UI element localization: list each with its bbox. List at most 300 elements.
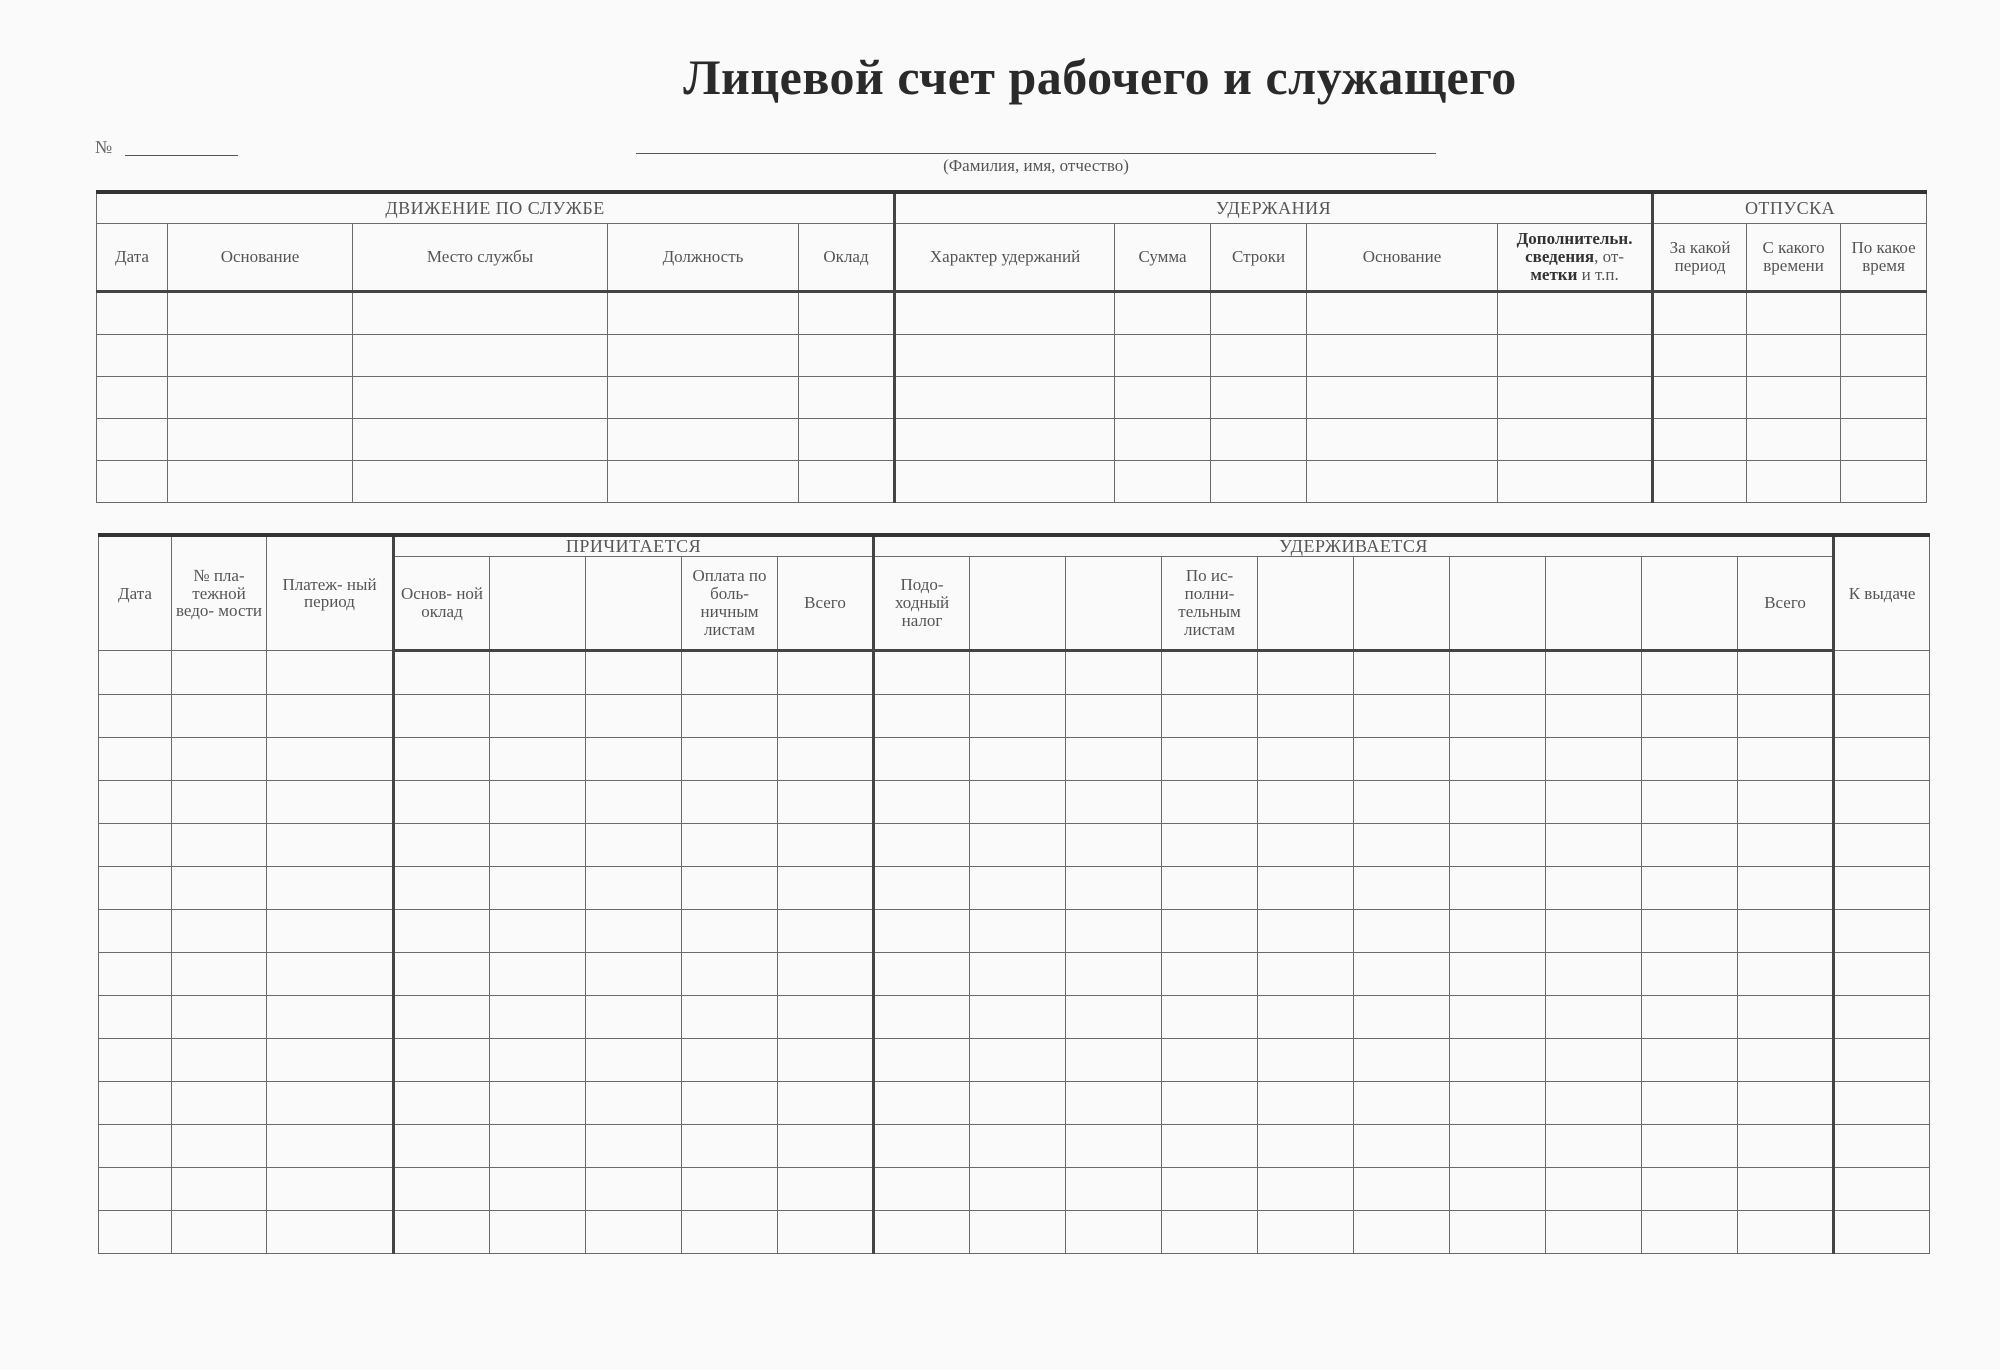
- form-cell[interactable]: [586, 1124, 682, 1167]
- form-cell[interactable]: [1450, 952, 1546, 995]
- form-cell[interactable]: [1546, 823, 1642, 866]
- form-cell[interactable]: [1258, 694, 1354, 737]
- form-cell[interactable]: [1258, 1038, 1354, 1081]
- form-cell[interactable]: [895, 292, 1115, 335]
- form-cell[interactable]: [778, 694, 874, 737]
- form-cell[interactable]: [1211, 461, 1307, 503]
- form-cell[interactable]: [1354, 909, 1450, 952]
- form-cell[interactable]: [1738, 823, 1834, 866]
- form-cell[interactable]: [682, 823, 778, 866]
- form-cell[interactable]: [682, 952, 778, 995]
- form-cell[interactable]: [1642, 694, 1738, 737]
- form-cell[interactable]: [874, 780, 970, 823]
- form-cell[interactable]: [99, 780, 172, 823]
- form-cell[interactable]: [97, 292, 168, 335]
- number-field-line[interactable]: [125, 155, 238, 156]
- form-cell[interactable]: [586, 995, 682, 1038]
- form-cell[interactable]: [1066, 650, 1162, 694]
- form-cell[interactable]: [172, 1081, 267, 1124]
- form-cell[interactable]: [490, 1124, 586, 1167]
- form-cell[interactable]: [1450, 650, 1546, 694]
- form-cell[interactable]: [1450, 780, 1546, 823]
- form-cell[interactable]: [1354, 694, 1450, 737]
- form-cell[interactable]: [267, 1210, 394, 1253]
- form-cell[interactable]: [1642, 1081, 1738, 1124]
- form-cell[interactable]: [1834, 866, 1930, 909]
- form-cell[interactable]: [490, 1167, 586, 1210]
- form-cell[interactable]: [1450, 1167, 1546, 1210]
- form-cell[interactable]: [874, 1167, 970, 1210]
- form-cell[interactable]: [778, 1124, 874, 1167]
- form-cell[interactable]: [1450, 1081, 1546, 1124]
- form-cell[interactable]: [1258, 952, 1354, 995]
- form-cell[interactable]: [172, 650, 267, 694]
- form-cell[interactable]: [394, 1081, 490, 1124]
- form-cell[interactable]: [799, 292, 895, 335]
- form-cell[interactable]: [586, 737, 682, 780]
- form-cell[interactable]: [1841, 461, 1927, 503]
- form-cell[interactable]: [1211, 419, 1307, 461]
- form-cell[interactable]: [1841, 292, 1927, 335]
- form-cell[interactable]: [1747, 292, 1841, 335]
- form-cell[interactable]: [608, 377, 799, 419]
- form-cell[interactable]: [874, 909, 970, 952]
- form-cell[interactable]: [970, 995, 1066, 1038]
- form-cell[interactable]: [1258, 866, 1354, 909]
- form-cell[interactable]: [1354, 1038, 1450, 1081]
- form-cell[interactable]: [1834, 952, 1930, 995]
- form-cell[interactable]: [1546, 866, 1642, 909]
- form-cell[interactable]: [586, 823, 682, 866]
- form-cell[interactable]: [1066, 866, 1162, 909]
- form-cell[interactable]: [1162, 1081, 1258, 1124]
- form-cell[interactable]: [970, 1124, 1066, 1167]
- form-cell[interactable]: [874, 694, 970, 737]
- form-cell[interactable]: [1642, 1210, 1738, 1253]
- form-cell[interactable]: [682, 1124, 778, 1167]
- form-cell[interactable]: [1546, 909, 1642, 952]
- form-cell[interactable]: [490, 1210, 586, 1253]
- form-cell[interactable]: [1738, 1038, 1834, 1081]
- form-cell[interactable]: [1354, 1167, 1450, 1210]
- form-cell[interactable]: [799, 461, 895, 503]
- form-cell[interactable]: [1258, 737, 1354, 780]
- form-cell[interactable]: [1115, 335, 1211, 377]
- form-cell[interactable]: [586, 694, 682, 737]
- form-cell[interactable]: [1642, 866, 1738, 909]
- form-cell[interactable]: [1546, 1167, 1642, 1210]
- form-cell[interactable]: [267, 995, 394, 1038]
- form-cell[interactable]: [394, 694, 490, 737]
- form-cell[interactable]: [168, 419, 353, 461]
- form-cell[interactable]: [1546, 780, 1642, 823]
- form-cell[interactable]: [1066, 780, 1162, 823]
- form-cell[interactable]: [1738, 1124, 1834, 1167]
- form-cell[interactable]: [1162, 866, 1258, 909]
- form-cell[interactable]: [586, 780, 682, 823]
- form-cell[interactable]: [1738, 694, 1834, 737]
- form-cell[interactable]: [353, 292, 608, 335]
- form-cell[interactable]: [267, 952, 394, 995]
- form-cell[interactable]: [778, 780, 874, 823]
- form-cell[interactable]: [1498, 292, 1653, 335]
- form-cell[interactable]: [970, 1167, 1066, 1210]
- form-cell[interactable]: [1738, 737, 1834, 780]
- form-cell[interactable]: [1258, 995, 1354, 1038]
- form-cell[interactable]: [1258, 823, 1354, 866]
- form-cell[interactable]: [353, 461, 608, 503]
- form-cell[interactable]: [874, 866, 970, 909]
- form-cell[interactable]: [1498, 377, 1653, 419]
- form-cell[interactable]: [874, 823, 970, 866]
- form-cell[interactable]: [1450, 823, 1546, 866]
- form-cell[interactable]: [1653, 335, 1747, 377]
- form-cell[interactable]: [267, 866, 394, 909]
- form-cell[interactable]: [1066, 737, 1162, 780]
- form-cell[interactable]: [394, 1124, 490, 1167]
- form-cell[interactable]: [1354, 1081, 1450, 1124]
- form-cell[interactable]: [1738, 1081, 1834, 1124]
- form-cell[interactable]: [1834, 995, 1930, 1038]
- form-cell[interactable]: [970, 780, 1066, 823]
- form-cell[interactable]: [490, 823, 586, 866]
- form-cell[interactable]: [1066, 909, 1162, 952]
- form-cell[interactable]: [1738, 1210, 1834, 1253]
- form-cell[interactable]: [172, 694, 267, 737]
- form-cell[interactable]: [490, 1081, 586, 1124]
- form-cell[interactable]: [1066, 995, 1162, 1038]
- form-cell[interactable]: [99, 995, 172, 1038]
- form-cell[interactable]: [1450, 1124, 1546, 1167]
- form-cell[interactable]: [970, 823, 1066, 866]
- form-cell[interactable]: [799, 377, 895, 419]
- form-cell[interactable]: [778, 1210, 874, 1253]
- form-cell[interactable]: [1450, 737, 1546, 780]
- form-cell[interactable]: [490, 995, 586, 1038]
- form-cell[interactable]: [172, 909, 267, 952]
- form-cell[interactable]: [970, 1081, 1066, 1124]
- form-cell[interactable]: [1211, 377, 1307, 419]
- form-cell[interactable]: [1307, 292, 1498, 335]
- form-cell[interactable]: [970, 737, 1066, 780]
- form-cell[interactable]: [1115, 377, 1211, 419]
- form-cell[interactable]: [1834, 1210, 1930, 1253]
- form-cell[interactable]: [895, 377, 1115, 419]
- form-cell[interactable]: [1834, 1081, 1930, 1124]
- form-cell[interactable]: [1258, 1210, 1354, 1253]
- form-cell[interactable]: [1546, 650, 1642, 694]
- form-cell[interactable]: [895, 335, 1115, 377]
- form-cell[interactable]: [172, 952, 267, 995]
- form-cell[interactable]: [490, 866, 586, 909]
- form-cell[interactable]: [778, 823, 874, 866]
- form-cell[interactable]: [682, 995, 778, 1038]
- form-cell[interactable]: [1738, 909, 1834, 952]
- form-cell[interactable]: [1115, 292, 1211, 335]
- form-cell[interactable]: [778, 650, 874, 694]
- form-cell[interactable]: [1211, 292, 1307, 335]
- form-cell[interactable]: [1354, 823, 1450, 866]
- form-cell[interactable]: [1162, 737, 1258, 780]
- form-cell[interactable]: [99, 1081, 172, 1124]
- form-cell[interactable]: [1162, 694, 1258, 737]
- form-cell[interactable]: [608, 335, 799, 377]
- form-cell[interactable]: [172, 780, 267, 823]
- form-cell[interactable]: [99, 866, 172, 909]
- form-cell[interactable]: [1834, 694, 1930, 737]
- form-cell[interactable]: [1066, 1038, 1162, 1081]
- form-cell[interactable]: [586, 650, 682, 694]
- form-cell[interactable]: [682, 737, 778, 780]
- form-cell[interactable]: [394, 995, 490, 1038]
- form-cell[interactable]: [490, 737, 586, 780]
- form-cell[interactable]: [99, 1124, 172, 1167]
- form-cell[interactable]: [97, 377, 168, 419]
- form-cell[interactable]: [1354, 780, 1450, 823]
- form-cell[interactable]: [1653, 461, 1747, 503]
- form-cell[interactable]: [394, 909, 490, 952]
- form-cell[interactable]: [394, 650, 490, 694]
- form-cell[interactable]: [682, 1167, 778, 1210]
- form-cell[interactable]: [1834, 1167, 1930, 1210]
- form-cell[interactable]: [778, 737, 874, 780]
- form-cell[interactable]: [1642, 737, 1738, 780]
- form-cell[interactable]: [99, 1210, 172, 1253]
- form-cell[interactable]: [1841, 377, 1927, 419]
- form-cell[interactable]: [778, 1038, 874, 1081]
- form-cell[interactable]: [172, 823, 267, 866]
- form-cell[interactable]: [99, 823, 172, 866]
- form-cell[interactable]: [394, 1038, 490, 1081]
- form-cell[interactable]: [586, 909, 682, 952]
- form-cell[interactable]: [490, 909, 586, 952]
- form-cell[interactable]: [682, 780, 778, 823]
- form-cell[interactable]: [874, 650, 970, 694]
- form-cell[interactable]: [172, 995, 267, 1038]
- form-cell[interactable]: [1066, 823, 1162, 866]
- form-cell[interactable]: [970, 1210, 1066, 1253]
- form-cell[interactable]: [1354, 952, 1450, 995]
- form-cell[interactable]: [1546, 995, 1642, 1038]
- form-cell[interactable]: [1546, 1038, 1642, 1081]
- form-cell[interactable]: [1162, 1038, 1258, 1081]
- form-cell[interactable]: [99, 650, 172, 694]
- form-cell[interactable]: [1258, 650, 1354, 694]
- form-cell[interactable]: [172, 1124, 267, 1167]
- form-cell[interactable]: [608, 419, 799, 461]
- form-cell[interactable]: [97, 419, 168, 461]
- form-cell[interactable]: [1834, 909, 1930, 952]
- form-cell[interactable]: [1747, 377, 1841, 419]
- form-cell[interactable]: [1738, 952, 1834, 995]
- form-cell[interactable]: [172, 1210, 267, 1253]
- form-cell[interactable]: [1834, 1124, 1930, 1167]
- form-cell[interactable]: [1642, 952, 1738, 995]
- form-cell[interactable]: [1546, 952, 1642, 995]
- form-cell[interactable]: [1162, 1124, 1258, 1167]
- form-cell[interactable]: [267, 650, 394, 694]
- form-cell[interactable]: [168, 292, 353, 335]
- form-cell[interactable]: [267, 1081, 394, 1124]
- form-cell[interactable]: [1841, 335, 1927, 377]
- form-cell[interactable]: [1747, 461, 1841, 503]
- form-cell[interactable]: [99, 952, 172, 995]
- form-cell[interactable]: [874, 952, 970, 995]
- form-cell[interactable]: [1546, 694, 1642, 737]
- form-cell[interactable]: [353, 377, 608, 419]
- form-cell[interactable]: [172, 866, 267, 909]
- form-cell[interactable]: [99, 694, 172, 737]
- form-cell[interactable]: [1834, 1038, 1930, 1081]
- form-cell[interactable]: [586, 1081, 682, 1124]
- form-cell[interactable]: [586, 952, 682, 995]
- form-cell[interactable]: [1498, 419, 1653, 461]
- form-cell[interactable]: [778, 1167, 874, 1210]
- form-cell[interactable]: [490, 650, 586, 694]
- form-cell[interactable]: [1546, 1081, 1642, 1124]
- form-cell[interactable]: [778, 1081, 874, 1124]
- form-cell[interactable]: [778, 866, 874, 909]
- form-cell[interactable]: [1307, 335, 1498, 377]
- form-cell[interactable]: [1066, 1167, 1162, 1210]
- form-cell[interactable]: [970, 650, 1066, 694]
- full-name-field-line[interactable]: [636, 153, 1436, 154]
- form-cell[interactable]: [1258, 1081, 1354, 1124]
- form-cell[interactable]: [394, 780, 490, 823]
- form-cell[interactable]: [1450, 1210, 1546, 1253]
- form-cell[interactable]: [970, 952, 1066, 995]
- form-cell[interactable]: [874, 1210, 970, 1253]
- form-cell[interactable]: [99, 1038, 172, 1081]
- form-cell[interactable]: [1738, 780, 1834, 823]
- form-cell[interactable]: [1738, 866, 1834, 909]
- form-cell[interactable]: [1546, 737, 1642, 780]
- form-cell[interactable]: [1546, 1124, 1642, 1167]
- form-cell[interactable]: [394, 866, 490, 909]
- form-cell[interactable]: [778, 952, 874, 995]
- form-cell[interactable]: [874, 1081, 970, 1124]
- form-cell[interactable]: [168, 461, 353, 503]
- form-cell[interactable]: [1834, 780, 1930, 823]
- form-cell[interactable]: [874, 995, 970, 1038]
- form-cell[interactable]: [682, 1210, 778, 1253]
- form-cell[interactable]: [1354, 737, 1450, 780]
- form-cell[interactable]: [267, 1124, 394, 1167]
- form-cell[interactable]: [1211, 335, 1307, 377]
- form-cell[interactable]: [1653, 292, 1747, 335]
- form-cell[interactable]: [1450, 909, 1546, 952]
- form-cell[interactable]: [895, 419, 1115, 461]
- form-cell[interactable]: [1738, 650, 1834, 694]
- form-cell[interactable]: [353, 335, 608, 377]
- form-cell[interactable]: [1162, 780, 1258, 823]
- form-cell[interactable]: [799, 419, 895, 461]
- form-cell[interactable]: [1162, 1210, 1258, 1253]
- form-cell[interactable]: [1546, 1210, 1642, 1253]
- form-cell[interactable]: [608, 461, 799, 503]
- form-cell[interactable]: [586, 1038, 682, 1081]
- form-cell[interactable]: [1115, 419, 1211, 461]
- form-cell[interactable]: [682, 650, 778, 694]
- form-cell[interactable]: [168, 377, 353, 419]
- form-cell[interactable]: [1258, 1124, 1354, 1167]
- form-cell[interactable]: [394, 1167, 490, 1210]
- form-cell[interactable]: [1066, 694, 1162, 737]
- form-cell[interactable]: [1066, 1124, 1162, 1167]
- form-cell[interactable]: [172, 1038, 267, 1081]
- form-cell[interactable]: [682, 1038, 778, 1081]
- form-cell[interactable]: [99, 737, 172, 780]
- form-cell[interactable]: [799, 335, 895, 377]
- form-cell[interactable]: [1354, 1210, 1450, 1253]
- form-cell[interactable]: [99, 909, 172, 952]
- form-cell[interactable]: [586, 866, 682, 909]
- form-cell[interactable]: [1307, 377, 1498, 419]
- form-cell[interactable]: [1354, 1124, 1450, 1167]
- form-cell[interactable]: [1642, 780, 1738, 823]
- form-cell[interactable]: [490, 952, 586, 995]
- form-cell[interactable]: [1653, 377, 1747, 419]
- form-cell[interactable]: [1642, 909, 1738, 952]
- form-cell[interactable]: [1642, 823, 1738, 866]
- form-cell[interactable]: [1258, 780, 1354, 823]
- form-cell[interactable]: [353, 419, 608, 461]
- form-cell[interactable]: [1841, 419, 1927, 461]
- form-cell[interactable]: [1834, 823, 1930, 866]
- form-cell[interactable]: [1642, 995, 1738, 1038]
- form-cell[interactable]: [778, 909, 874, 952]
- form-cell[interactable]: [1747, 419, 1841, 461]
- form-cell[interactable]: [1450, 1038, 1546, 1081]
- form-cell[interactable]: [1162, 952, 1258, 995]
- form-cell[interactable]: [1834, 650, 1930, 694]
- form-cell[interactable]: [1642, 1167, 1738, 1210]
- form-cell[interactable]: [874, 1038, 970, 1081]
- form-cell[interactable]: [682, 694, 778, 737]
- form-cell[interactable]: [99, 1167, 172, 1210]
- form-cell[interactable]: [1450, 995, 1546, 1038]
- form-cell[interactable]: [490, 694, 586, 737]
- form-cell[interactable]: [1653, 419, 1747, 461]
- form-cell[interactable]: [394, 737, 490, 780]
- form-cell[interactable]: [97, 461, 168, 503]
- form-cell[interactable]: [1162, 995, 1258, 1038]
- form-cell[interactable]: [1162, 909, 1258, 952]
- form-cell[interactable]: [1642, 1038, 1738, 1081]
- form-cell[interactable]: [874, 1124, 970, 1167]
- form-cell[interactable]: [586, 1210, 682, 1253]
- form-cell[interactable]: [970, 866, 1066, 909]
- form-cell[interactable]: [1115, 461, 1211, 503]
- form-cell[interactable]: [970, 909, 1066, 952]
- form-cell[interactable]: [267, 737, 394, 780]
- form-cell[interactable]: [1354, 866, 1450, 909]
- form-cell[interactable]: [1162, 823, 1258, 866]
- form-cell[interactable]: [168, 335, 353, 377]
- form-cell[interactable]: [1162, 1167, 1258, 1210]
- form-cell[interactable]: [970, 694, 1066, 737]
- form-cell[interactable]: [1642, 1124, 1738, 1167]
- form-cell[interactable]: [267, 823, 394, 866]
- form-cell[interactable]: [1450, 866, 1546, 909]
- form-cell[interactable]: [1162, 650, 1258, 694]
- form-cell[interactable]: [778, 995, 874, 1038]
- form-cell[interactable]: [394, 1210, 490, 1253]
- form-cell[interactable]: [682, 1081, 778, 1124]
- form-cell[interactable]: [1738, 1167, 1834, 1210]
- form-cell[interactable]: [1258, 909, 1354, 952]
- form-cell[interactable]: [394, 952, 490, 995]
